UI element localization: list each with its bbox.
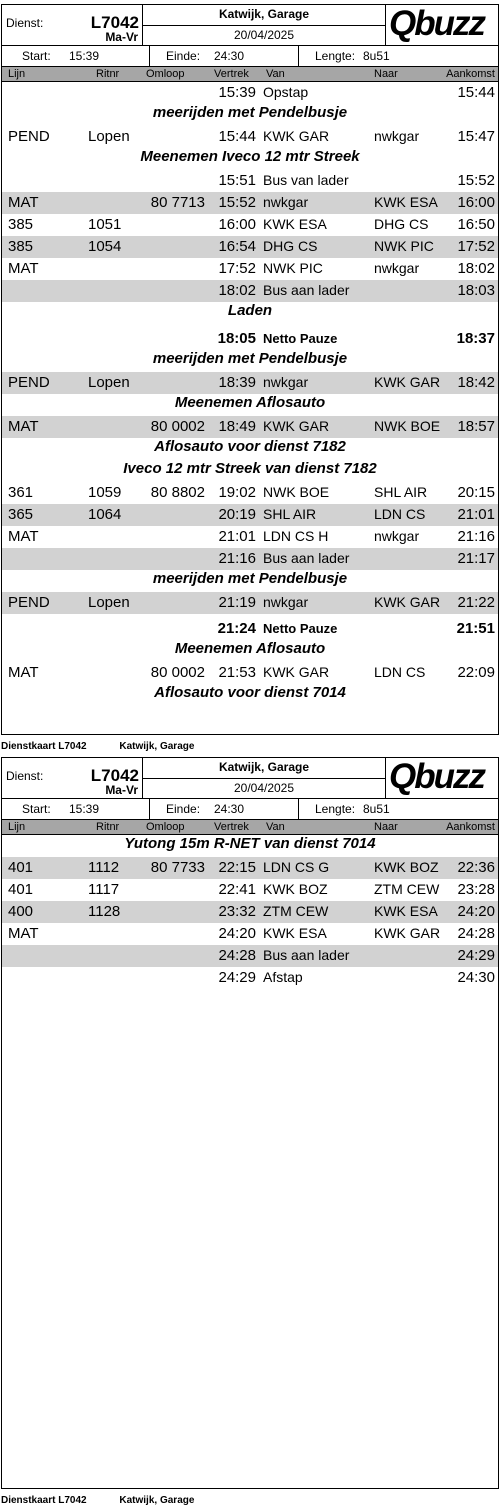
col-van: Van (266, 821, 285, 833)
cell-van: SHL AIR (263, 506, 317, 522)
section-heading (2, 835, 498, 857)
card-header (2, 5, 498, 46)
cell-vertrek: 16:00 (218, 216, 256, 233)
cell-van: NWK BOE (263, 484, 330, 500)
trip-row (2, 662, 498, 684)
qbuzz-logo: Qbuzz (389, 757, 484, 796)
divider (298, 46, 299, 66)
trip-row (2, 416, 498, 438)
section-heading (2, 104, 498, 126)
cell-van: LDN CS H (263, 528, 329, 544)
section-heading-text: meerijden met Pendelbusje (152, 570, 348, 587)
start-value: 15:39 (69, 49, 100, 63)
page-footer-1 (1, 741, 194, 752)
col-vertrek: Vertrek (214, 68, 249, 80)
cell-aankomst: 15:44 (457, 84, 495, 101)
cell-naar: NWK BOE (374, 418, 441, 434)
cell-aankomst: 18:57 (457, 418, 495, 435)
cell-van: LDN CS G (263, 859, 330, 875)
footer-depot: Katwijk, Garage (119, 1495, 195, 1506)
cell-ritnr: 1059 (88, 484, 122, 501)
trip-row (2, 879, 498, 901)
trip-row (2, 504, 498, 526)
cell-aankomst: 18:02 (457, 260, 495, 277)
footer-depot: Katwijk, Garage (119, 741, 195, 752)
trip-row (2, 548, 498, 570)
footer-title: Dienstkaart L7042 (1, 741, 87, 752)
trip-row (2, 236, 498, 258)
cell-aankomst: 15:47 (457, 128, 495, 145)
trip-row (2, 967, 498, 989)
dienst-days: Ma-Vr (105, 30, 138, 44)
depot-cell (143, 758, 386, 798)
einde-label: Einde: (166, 802, 201, 816)
cell-vertrek: 21:53 (218, 664, 256, 681)
cell-vertrek: 16:54 (218, 238, 256, 255)
column-headers (2, 820, 498, 835)
cell-aankomst: 18:03 (457, 282, 495, 299)
section-heading-text: Yutong 15m R-NET van dienst 7014 (124, 835, 376, 852)
section-heading (2, 350, 498, 372)
cell-naar: LDN CS (374, 506, 426, 522)
dienst-cell (2, 5, 143, 45)
cell-lijn: MAT (8, 260, 39, 277)
dienst-label: Dienst: (6, 769, 44, 783)
cell-naar: NWK PIC (374, 238, 434, 254)
card-header (2, 758, 498, 799)
cell-lijn: 401 (8, 859, 34, 876)
cell-lijn: 401 (8, 881, 34, 898)
start-value: 15:39 (69, 802, 100, 816)
cell-aankomst: 20:15 (457, 484, 495, 501)
page-footer-2 (1, 1495, 194, 1506)
cell-van: KWK GAR (263, 418, 330, 434)
cell-lijn: PEND (8, 128, 50, 145)
dienst-code: L7042 (90, 13, 139, 32)
cell-aankomst: 18:37 (456, 330, 495, 347)
col-van: Van (266, 68, 285, 80)
cell-vertrek: 21:16 (218, 550, 256, 567)
cell-naar: KWK GAR (374, 374, 441, 390)
section-heading-text: meerijden met Pendelbusje (152, 104, 348, 121)
col-ritnr: Ritnr (96, 68, 120, 80)
trip-row (2, 526, 498, 548)
lengte-value: 8u51 (363, 49, 390, 63)
col-aankomst: Aankomst (446, 821, 495, 833)
dienst-date: 20/04/2025 (233, 781, 295, 795)
dienstkaart-page-2 (1, 757, 499, 1489)
cell-van: Bus aan lader (263, 550, 350, 566)
cell-aankomst: 21:16 (457, 528, 495, 545)
divider (298, 799, 299, 819)
trip-row (2, 372, 498, 394)
cell-vertrek: 18:49 (218, 418, 256, 435)
cell-aankomst: 15:52 (457, 172, 495, 189)
divider (149, 46, 150, 66)
cell-omloop: 80 7713 (150, 194, 205, 211)
cell-lijn: MAT (8, 925, 39, 942)
depot-name: Katwijk, Garage (218, 760, 310, 774)
cell-aankomst: 22:36 (457, 859, 495, 876)
cell-lijn: 385 (8, 238, 34, 255)
cell-vertrek: 17:52 (218, 260, 256, 277)
cell-aankomst: 22:09 (457, 664, 495, 681)
depot-cell (143, 5, 386, 45)
section-heading (2, 394, 498, 416)
cell-ritnr: Lopen (88, 594, 130, 611)
cell-ritnr: 1128 (88, 903, 121, 920)
cell-van: KWK GAR (263, 664, 330, 680)
cell-naar: ZTM CEW (374, 881, 440, 897)
section-heading-text: Iveco 12 mtr Streek van dienst 7182 (123, 460, 377, 477)
trip-row (2, 82, 498, 104)
cell-van: KWK GAR (263, 128, 330, 144)
cell-van: Netto Pauze (263, 331, 338, 346)
section-heading (2, 302, 498, 324)
section-heading-text: meerijden met Pendelbusje (152, 350, 348, 367)
cell-vertrek: 15:44 (218, 128, 256, 145)
cell-van: nwkgar (263, 194, 309, 210)
section-heading-text: Aflosauto voor dienst 7014 (154, 684, 346, 701)
start-label: Start: (22, 49, 51, 63)
cell-naar: nwkgar (374, 128, 420, 144)
trip-row (2, 214, 498, 236)
dienstkaart-page-1 (1, 4, 499, 735)
cell-van: NWK PIC (263, 260, 323, 276)
section-heading-text: Meenemen Aflosauto (174, 640, 326, 657)
cell-lijn: 361 (8, 484, 34, 501)
cell-naar: LDN CS (374, 664, 426, 680)
cell-ritnr: Lopen (88, 374, 130, 391)
section-heading (2, 460, 498, 482)
cell-van: KWK BOZ (263, 881, 328, 897)
cell-vertrek: 24:28 (218, 947, 256, 964)
section-heading (2, 684, 498, 706)
dienst-cell (2, 758, 143, 798)
cell-van: Opstap (263, 84, 309, 100)
trip-list (2, 82, 498, 706)
cell-naar: DHG CS (374, 216, 429, 232)
cell-aankomst: 24:28 (457, 925, 495, 942)
section-heading-text: Aflosauto voor dienst 7182 (154, 438, 346, 455)
dienst-days: Ma-Vr (105, 783, 138, 797)
cell-vertrek: 18:02 (218, 282, 256, 299)
col-lijn: Lijn (8, 68, 26, 80)
footer-title: Dienstkaart L7042 (1, 1495, 87, 1506)
start-label: Start: (22, 802, 51, 816)
trip-row (2, 923, 498, 945)
cell-vertrek: 18:05 (217, 330, 256, 347)
col-naar: Naar (374, 821, 398, 833)
cell-ritnr: 1054 (88, 238, 122, 255)
trip-row (2, 170, 498, 192)
trip-row (2, 592, 498, 614)
section-heading-text: Laden (227, 302, 273, 319)
cell-aankomst: 24:29 (457, 947, 495, 964)
cell-omloop: 80 7733 (150, 859, 205, 876)
col-naar: Naar (374, 68, 398, 80)
col-lijn: Lijn (8, 821, 26, 833)
cell-vertrek: 21:01 (218, 528, 256, 545)
cell-aankomst: 24:30 (457, 969, 495, 986)
cell-aankomst: 24:20 (457, 903, 495, 920)
cell-lijn: MAT (8, 418, 39, 435)
cell-ritnr: 1064 (88, 506, 122, 523)
cell-naar: nwkgar (374, 260, 420, 276)
cell-van: Afstap (263, 969, 303, 985)
trip-row (2, 482, 498, 504)
qbuzz-logo: Qbuzz (389, 4, 484, 43)
cell-vertrek: 20:19 (218, 506, 256, 523)
cell-vertrek: 15:51 (218, 172, 256, 189)
cell-omloop: 80 0002 (150, 664, 205, 681)
cell-van: KWK ESA (263, 216, 327, 232)
cell-lijn: PEND (8, 594, 50, 611)
cell-van: DHG CS (263, 238, 318, 254)
depot-name: Katwijk, Garage (218, 7, 310, 21)
pause-row (2, 614, 498, 640)
cell-van: Bus aan lader (263, 947, 350, 963)
trip-row (2, 280, 498, 302)
lengte-label: Lengte: (315, 802, 356, 816)
cell-naar: KWK ESA (374, 194, 438, 210)
cell-aankomst: 16:50 (457, 216, 495, 233)
pause-row (2, 324, 498, 350)
cell-vertrek: 24:20 (218, 925, 256, 942)
cell-aankomst: 23:28 (457, 881, 495, 898)
section-heading (2, 438, 498, 460)
cell-van: Bus van lader (263, 172, 349, 188)
cell-lijn: 365 (8, 506, 34, 523)
section-heading (2, 148, 498, 170)
cell-vertrek: 22:15 (218, 859, 256, 876)
cell-vertrek: 19:02 (218, 484, 256, 501)
cell-aankomst: 21:17 (457, 550, 495, 567)
einde-value: 24:30 (214, 49, 245, 63)
cell-vertrek: 15:52 (218, 194, 256, 211)
cell-aankomst: 21:51 (456, 620, 495, 637)
cell-naar: KWK ESA (374, 903, 438, 919)
cell-lijn: PEND (8, 374, 50, 391)
cell-naar: nwkgar (374, 528, 420, 544)
logo-cell (386, 5, 500, 45)
cell-lijn: MAT (8, 664, 39, 681)
shift-meta (2, 799, 498, 820)
cell-ritnr: 1117 (88, 881, 120, 898)
lengte-label: Lengte: (315, 49, 356, 63)
cell-ritnr: 1051 (88, 216, 122, 233)
cell-van: nwkgar (263, 594, 309, 610)
dienst-label: Dienst: (6, 16, 44, 30)
cell-naar: KWK GAR (374, 594, 441, 610)
dienst-code: L7042 (90, 766, 139, 785)
cell-vertrek: 22:41 (218, 881, 256, 898)
cell-aankomst: 21:01 (457, 506, 495, 523)
cell-naar: SHL AIR (374, 484, 428, 500)
cell-van: Netto Pauze (263, 621, 338, 636)
cell-lijn: MAT (8, 528, 39, 545)
cell-aankomst: 16:00 (457, 194, 495, 211)
trip-list (2, 835, 498, 989)
cell-van: nwkgar (263, 374, 309, 390)
cell-vertrek: 23:32 (218, 903, 256, 920)
divider (143, 778, 385, 779)
trip-row (2, 945, 498, 967)
cell-vertrek: 15:39 (218, 84, 256, 101)
cell-vertrek: 24:29 (218, 969, 256, 986)
divider (143, 25, 385, 26)
einde-value: 24:30 (214, 802, 245, 816)
trip-row (2, 258, 498, 280)
cell-van: Bus aan lader (263, 282, 350, 298)
cell-van: ZTM CEW (263, 903, 329, 919)
cell-omloop: 80 0002 (150, 418, 205, 435)
section-heading (2, 570, 498, 592)
col-vertrek: Vertrek (214, 821, 249, 833)
trip-row (2, 126, 498, 148)
cell-lijn: 400 (8, 903, 34, 920)
cell-naar: KWK GAR (374, 925, 441, 941)
cell-ritnr: 1112 (88, 859, 120, 876)
cell-aankomst: 21:22 (457, 594, 495, 611)
cell-lijn: MAT (8, 194, 39, 211)
einde-label: Einde: (166, 49, 201, 63)
column-headers (2, 67, 498, 82)
lengte-value: 8u51 (363, 802, 390, 816)
logo-cell (386, 758, 500, 798)
cell-aankomst: 18:42 (457, 374, 495, 391)
cell-aankomst: 17:52 (457, 238, 495, 255)
cell-omloop: 80 8802 (150, 484, 205, 501)
col-aankomst: Aankomst (446, 68, 495, 80)
trip-row (2, 192, 498, 214)
cell-naar: KWK BOZ (374, 859, 439, 875)
col-omloop: Omloop (146, 68, 185, 80)
cell-van: KWK ESA (263, 925, 327, 941)
section-heading-text: Meenemen Aflosauto (174, 394, 326, 411)
cell-vertrek: 18:39 (218, 374, 256, 391)
divider (149, 799, 150, 819)
cell-ritnr: Lopen (88, 128, 130, 145)
cell-vertrek: 21:19 (218, 594, 256, 611)
cell-lijn: 385 (8, 216, 34, 233)
cell-vertrek: 21:24 (217, 620, 256, 637)
col-omloop: Omloop (146, 821, 185, 833)
section-heading-text: Meenemen Iveco 12 mtr Streek (140, 148, 360, 165)
section-heading (2, 640, 498, 662)
dienst-date: 20/04/2025 (233, 28, 295, 42)
trip-row (2, 857, 498, 879)
shift-meta (2, 46, 498, 67)
trip-row (2, 901, 498, 923)
col-ritnr: Ritnr (96, 821, 120, 833)
